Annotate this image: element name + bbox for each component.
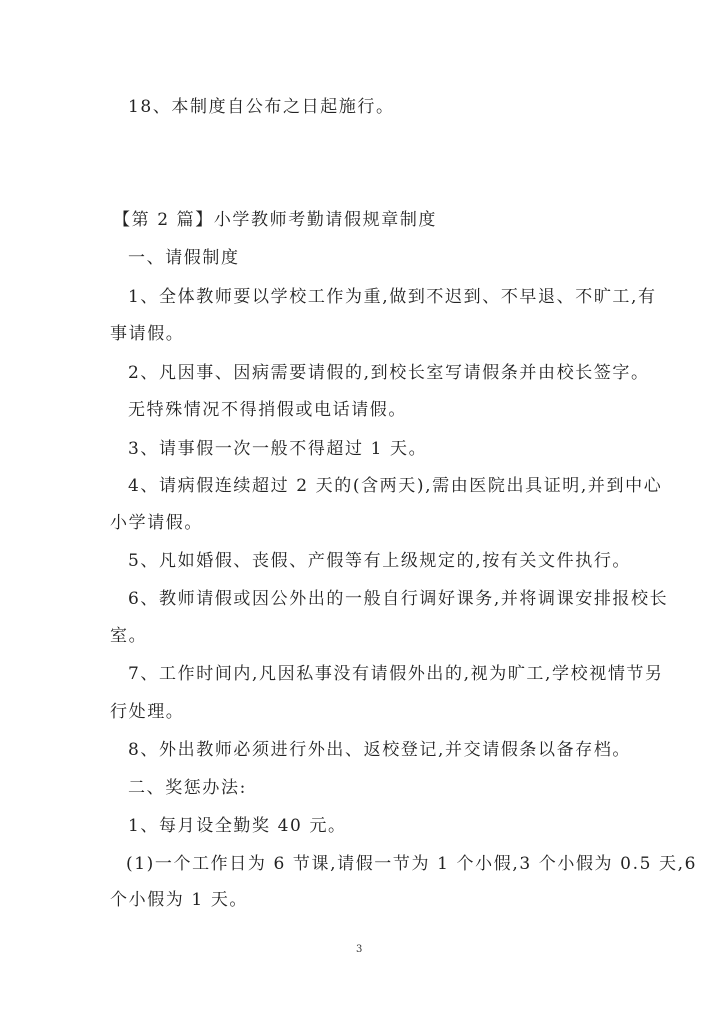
paragraph-line: 室。 xyxy=(110,626,148,646)
paragraph-line: 个小假为 1 天。 xyxy=(110,890,249,910)
paragraph-line: 事请假。 xyxy=(110,324,185,344)
paragraph-line: 7、工作时间内,凡因私事没有请假外出的,视为旷工,学校视情节另 xyxy=(128,664,664,684)
paragraph-line: 3、请事假一次一般不得超过 1 天。 xyxy=(128,439,428,459)
paragraph-line: 6、教师请假或因公外出的一般自行调好课务,并将调课安排报校长 xyxy=(128,589,669,609)
paragraph-line: (1)一个工作日为 6 节课,请假一节为 1 个小假,3 个小假为 0.5 天,6 xyxy=(126,854,698,874)
section-title: 【第 2 篇】小学教师考勤请假规章制度 xyxy=(113,210,438,230)
page-number: 3 xyxy=(356,944,363,955)
heading-rewards: 二、奖惩办法: xyxy=(128,778,247,798)
paragraph-line: 无特殊情况不得捎假或电话请假。 xyxy=(128,400,407,420)
heading-leave-policy: 一、请假制度 xyxy=(128,248,240,268)
paragraph-line: 5、凡如婚假、丧假、产假等有上级规定的,按有关文件执行。 xyxy=(128,551,632,571)
paragraph-line: 1、每月设全勤奖 40 元。 xyxy=(128,816,347,836)
paragraph-line: 4、请病假连续超过 2 天的(含两天),需由医院出具证明,并到中心 xyxy=(128,476,663,496)
prev-item-18: 18、本制度自公布之日起施行。 xyxy=(128,97,395,117)
paragraph-line: 1、全体教师要以学校工作为重,做到不迟到、不早退、不旷工,有 xyxy=(128,287,657,307)
paragraph-line: 行处理。 xyxy=(110,702,185,722)
paragraph-line: 8、外出教师必须进行外出、返校登记,并交请假条以备存档。 xyxy=(128,740,632,760)
paragraph-line: 2、凡因事、因病需要请假的,到校长室写请假条并由校长签字。 xyxy=(128,363,650,383)
paragraph-line: 小学请假。 xyxy=(110,513,203,533)
